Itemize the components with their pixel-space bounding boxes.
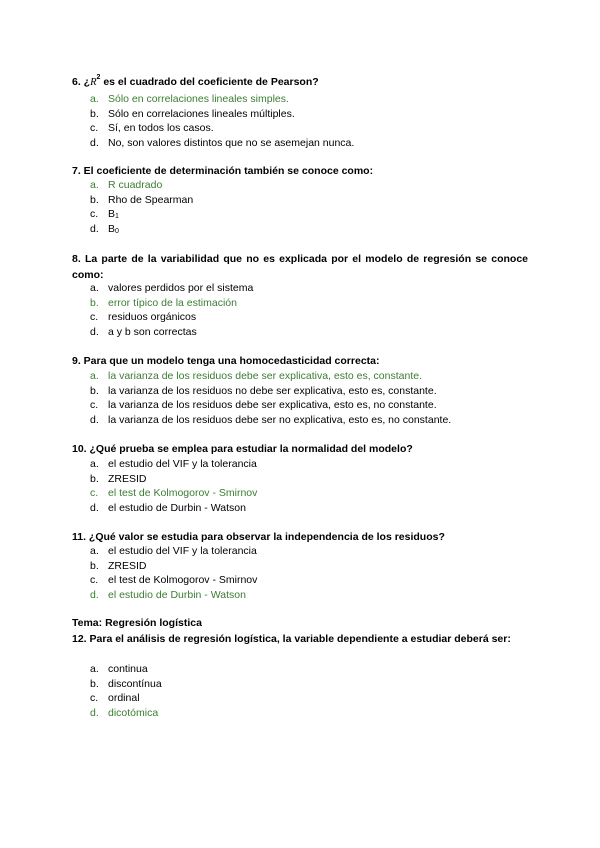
question-6-title: 6. ¿$R^2$ es el cuadrado del coeficiente de Pearson? — [72, 73, 319, 88]
question-10-option-a: a. el estudio del VIF y la tolerancia — [90, 458, 257, 470]
question-6-option-a: a. Sólo en correlaciones lineales simples. — [90, 93, 289, 105]
question-10-option-b: b. ZRESID — [90, 472, 147, 485]
question-6-options — [90, 92, 520, 150]
question-12-option-c: c. ordinal — [90, 692, 140, 705]
question-12-options — [90, 662, 520, 720]
question-8-options — [90, 281, 520, 339]
question-10-option-d: d. el estudio de Durbin - Watson — [90, 501, 246, 514]
question-8-title: 8. La parte de la variabilidad que no es explicada por el modelo de regresión se conoce como: — [72, 253, 528, 281]
question-11-option-c: c. el test de Kolmogorov - Smirnov — [90, 574, 258, 587]
question-7-option-c: c. $B_1$ — [90, 208, 119, 221]
question-12-option-a: a. continua — [90, 663, 148, 675]
question-6-option-c: c. Sí, en todos los casos. — [90, 122, 214, 135]
question-7-title: 7. El coeficiente de determinación también se conoce como: — [72, 165, 374, 177]
question-9-option-a: a. la varianza de los residuos debe ser explicativa, esto es, constante. — [90, 370, 423, 382]
question-6-option-b: b. Sólo en correlaciones lineales múltiples. — [90, 107, 295, 120]
question-10-title: 10. ¿Qué prueba se emplea para estudiar la normalidad del modelo? — [72, 443, 413, 455]
question-8-option-a: a. valores perdidos por el sistema — [90, 282, 254, 294]
question-12-option-b: b. discontínua — [90, 677, 162, 690]
question-8-option-b: b. error típico de la estimación — [90, 296, 237, 309]
question-11-option-b: b. ZRESID — [90, 559, 147, 572]
question-12-title: 12. Para el análisis de regresión logística, la variable dependiente a estudiar deberá ser: — [72, 633, 511, 645]
question-7-option-b: b. Rho de Spearman — [90, 193, 194, 206]
question-9-options — [90, 369, 520, 427]
question-12-option-d: d. dicotómica — [90, 706, 159, 719]
question-7-options — [90, 178, 520, 236]
question-9-title: 9. Para que un modelo tenga una homocedasticidad correcta: — [72, 355, 380, 367]
question-7-option-d: d. $B_0$ — [90, 222, 119, 235]
question-9-option-c: c. la varianza de los residuos debe ser explicativa, esto es, no constante. — [90, 399, 437, 412]
question-8-option-c: c. residuos orgánicos — [90, 311, 197, 324]
question-10-options — [90, 457, 520, 515]
question-11-option-a: a. el estudio del VIF y la tolerancia — [90, 545, 257, 557]
question-9-option-b: b. la varianza de los residuos no debe ser explicativa, esto es, constante. — [90, 384, 437, 397]
question-11-options — [90, 544, 520, 602]
question-10-option-c: c. el test de Kolmogorov - Smirnov — [90, 487, 258, 500]
question-7-option-a: a. R cuadrado — [90, 179, 163, 191]
question-8-option-d: d. a y b son correctas — [90, 325, 197, 338]
question-11-option-d: d. el estudio de Durbin - Watson — [90, 588, 246, 601]
question-6-option-d: d. No, son valores distintos que no se asemejan nunca. — [90, 136, 355, 149]
section-heading: Tema: Regresión logística — [72, 617, 202, 629]
question-11-title: 11. ¿Qué valor se estudia para observar la independencia de los residuos? — [72, 531, 445, 543]
question-9-option-d: d. la varianza de los residuos debe ser no explicativa, esto es, no constante. — [90, 413, 452, 426]
